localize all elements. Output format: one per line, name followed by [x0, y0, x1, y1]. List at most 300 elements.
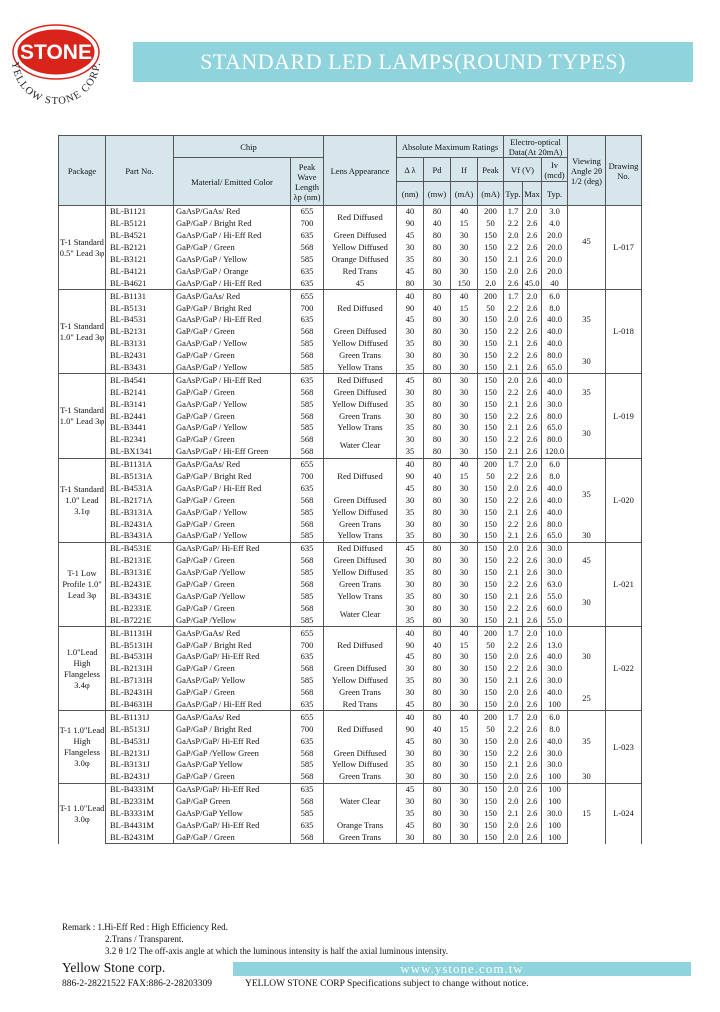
forward-current: 30 [451, 591, 478, 603]
chip-material: GaAsP/GaP/ Hi-Eff Red [174, 651, 291, 663]
vf-typ: 2.0 [504, 699, 523, 711]
part-number: BL-B4331M [106, 783, 174, 795]
vf-typ: 2.0 [504, 687, 523, 699]
part-number: BL-B7221E [106, 614, 174, 626]
lens-appearance: Red Diffused [324, 458, 397, 494]
peak-current: 150 [478, 410, 504, 422]
table-row [59, 687, 642, 699]
forward-current: 30 [451, 675, 478, 687]
delta-lambda: 90 [397, 639, 424, 651]
vf-max: 2.6 [523, 747, 542, 759]
forward-current: 30 [451, 808, 478, 820]
header-chip: Chip [174, 136, 324, 158]
power-dissipation: 80 [424, 567, 451, 579]
package-cell: T-1 1.0"Lead 3.0φ [59, 783, 106, 843]
vf-max: 2.6 [523, 242, 542, 254]
forward-current: 30 [451, 687, 478, 699]
forward-current: 30 [451, 530, 478, 542]
delta-lambda: 45 [397, 314, 424, 326]
table-row [59, 350, 642, 362]
viewing-angle: 35 [568, 290, 606, 350]
part-number: BL-B2431H [106, 687, 174, 699]
table-row [59, 819, 642, 831]
iv-typ: 100 [542, 699, 568, 711]
part-number: BL-B2431 [106, 350, 174, 362]
power-dissipation: 80 [424, 374, 451, 386]
chip-material: GaAsP/GaP / Hi-Eff Red [174, 230, 291, 242]
peak-wavelength: 700 [291, 471, 324, 483]
iv-typ: 30.0 [542, 663, 568, 675]
delta-lambda: 35 [397, 338, 424, 350]
power-dissipation: 40 [424, 639, 451, 651]
vf-max: 2.6 [523, 374, 542, 386]
peak-current: 150 [478, 254, 504, 266]
vf-typ: 2.1 [504, 506, 523, 518]
iv-typ: 65.0 [542, 362, 568, 374]
vf-typ: 1.7 [504, 290, 523, 302]
power-dissipation: 80 [424, 362, 451, 374]
power-dissipation: 80 [424, 290, 451, 302]
forward-current: 40 [451, 206, 478, 218]
forward-current: 30 [451, 651, 478, 663]
part-number: BL-B3431A [106, 530, 174, 542]
chip-material: GaAsP/GaP / Hi-Eff Red [174, 277, 291, 289]
viewing-angle: 35 [568, 711, 606, 771]
forward-current: 30 [451, 796, 478, 808]
peak-wavelength: 700 [291, 723, 324, 735]
chip-material: GaAsP/GaP / Yellow [174, 530, 291, 542]
peak-current: 150 [478, 530, 504, 542]
iv-typ: 13.0 [542, 639, 568, 651]
part-number: BL-B2431E [106, 579, 174, 591]
lens-appearance: Green Diffused [324, 747, 397, 759]
iv-typ: 80.0 [542, 410, 568, 422]
header-typ: Typ. [542, 182, 568, 206]
header-max: Max [523, 182, 542, 206]
peak-current: 200 [478, 627, 504, 639]
lens-appearance: Red Trans [324, 699, 397, 711]
peak-current: 150 [478, 771, 504, 783]
peak-wavelength: 585 [291, 530, 324, 542]
part-number: BL-B2431J [106, 771, 174, 783]
peak-wavelength: 568 [291, 386, 324, 398]
forward-current: 30 [451, 374, 478, 386]
part-number: BL-B5131J [106, 723, 174, 735]
peak-current: 150 [478, 735, 504, 747]
vf-max: 2.6 [523, 338, 542, 350]
viewing-angle: 35 [568, 458, 606, 530]
company-logo [4, 14, 108, 112]
vf-typ: 2.1 [504, 567, 523, 579]
iv-typ: 65.0 [542, 530, 568, 542]
drawing-number: L-020 [606, 458, 642, 542]
disclaimer: YELLOW STONE CORP Specifications subject to change without notice. [245, 979, 529, 989]
vf-max: 2.6 [523, 362, 542, 374]
svg-text:STONE: STONE [20, 41, 92, 64]
iv-typ: 40.0 [542, 386, 568, 398]
vf-max: 2.6 [523, 254, 542, 266]
power-dissipation: 80 [397, 277, 424, 289]
vf-typ: 2.1 [504, 362, 523, 374]
viewing-angle: 40 [542, 277, 568, 289]
forward-current: 30 [451, 494, 478, 506]
peak-current: 150 [478, 831, 504, 843]
lens-appearance: Orange Trans [324, 819, 397, 831]
table-row [59, 663, 642, 675]
part-number: BL-B3121 [106, 254, 174, 266]
part-number: BL-B4431M [106, 819, 174, 831]
header-electro-optical: Electro-optical Data(At 20mA) [504, 136, 568, 158]
part-number: BL-B4631H [106, 699, 174, 711]
chip-material: GaP/GaP / Green [174, 386, 291, 398]
part-number: BL-B3131 [106, 338, 174, 350]
lens-appearance: Green Diffused [324, 230, 397, 242]
part-number: BL-B2131J [106, 747, 174, 759]
peak-current: 200 [478, 206, 504, 218]
power-dissipation: 80 [424, 434, 451, 446]
power-dissipation: 80 [424, 579, 451, 591]
vf-max: 2.0 [523, 711, 542, 723]
forward-current: 30 [451, 759, 478, 771]
vf-max: 2.6 [523, 591, 542, 603]
delta-lambda: 45 [397, 542, 424, 554]
viewing-angle: 45 [568, 206, 606, 278]
header-viewing-angle: Viewing Angle 2θ 1/2 (deg) [568, 136, 606, 206]
power-dissipation: 80 [424, 602, 451, 614]
vf-max: 2.6 [523, 218, 542, 230]
forward-current: 30 [451, 555, 478, 567]
lens-appearance: Green Trans [324, 350, 397, 362]
chip-material: GaAsP/GaP /Yellow [174, 591, 291, 603]
table-row [59, 602, 642, 614]
peak-wavelength: 585 [291, 362, 324, 374]
chip-material: GaP/GaP / Green [174, 687, 291, 699]
peak-wavelength: 635 [291, 735, 324, 747]
delta-lambda: 30 [397, 386, 424, 398]
vf-max: 2.0 [523, 206, 542, 218]
viewing-angle: 30 [568, 410, 606, 458]
delta-lambda: 30 [397, 242, 424, 254]
forward-current: 30 [451, 602, 478, 614]
chip-material: GaP/GaP / Bright Red [174, 218, 291, 230]
viewing-angle: 25 [568, 687, 606, 711]
part-number: BL-B3331M [106, 808, 174, 820]
header-delta: Δ λ [397, 158, 424, 182]
drawing-number: L-022 [606, 627, 642, 711]
lens-appearance: Yellow Trans [324, 362, 397, 374]
part-number: BL-B3131J [106, 759, 174, 771]
table-row [59, 567, 642, 579]
chip-material: GaP/GaP / Bright Red [174, 723, 291, 735]
forward-current: 15 [451, 302, 478, 314]
vf-typ: 1.7 [504, 711, 523, 723]
delta-lambda: 30 [397, 831, 424, 843]
vf-typ: 2.2 [504, 471, 523, 483]
part-number: BL-B5121 [106, 218, 174, 230]
part-number: BL-B5131A [106, 471, 174, 483]
chip-material: GaP/GaP / Green [174, 831, 291, 843]
part-number: BL-B4531H [106, 651, 174, 663]
iv-typ: 40.0 [542, 687, 568, 699]
iv-typ: 80.0 [542, 434, 568, 446]
vf-max: 2.6 [523, 542, 542, 554]
peak-wavelength: 700 [291, 218, 324, 230]
iv-typ: 80.0 [542, 518, 568, 530]
lens-appearance: Red Diffused [324, 206, 397, 230]
vf-typ: 2.2 [504, 350, 523, 362]
chip-material: GaP/GaP / Green [174, 602, 291, 614]
power-dissipation: 80 [424, 687, 451, 699]
vf-max: 2.6 [523, 796, 542, 808]
peak-wavelength: 585 [291, 567, 324, 579]
forward-current: 30 [451, 579, 478, 591]
viewing-angle: 30 [568, 627, 606, 687]
delta-lambda: 35 [397, 254, 424, 266]
vf-typ: 2.2 [504, 218, 523, 230]
part-number: BL-B1131 [106, 290, 174, 302]
delta-lambda: 35 [397, 591, 424, 603]
table-row [59, 747, 642, 759]
chip-material: GaP/GaP / Green [174, 410, 291, 422]
iv-typ: 40.0 [542, 482, 568, 494]
lens-appearance: Water Clear [324, 434, 397, 458]
forward-current: 30 [451, 386, 478, 398]
page-title: STANDARD LED LAMPS(ROUND TYPES) [133, 42, 693, 82]
vf-max: 2.6 [523, 314, 542, 326]
power-dissipation: 80 [424, 265, 451, 277]
vf-max: 2.6 [523, 422, 542, 434]
chip-material: GaP/GaP /Yellow Green [174, 747, 291, 759]
power-dissipation: 40 [424, 302, 451, 314]
forward-current: 30 [451, 230, 478, 242]
lens-appearance: Green Diffused [324, 386, 397, 398]
lens-appearance: Red Diffused [324, 627, 397, 663]
vf-max: 2.6 [523, 230, 542, 242]
lens-appearance: Green Trans [324, 687, 397, 699]
delta-lambda: 30 [397, 796, 424, 808]
forward-current: 30 [451, 265, 478, 277]
lens-appearance: Orange Diffused [324, 254, 397, 266]
power-dissipation: 80 [424, 614, 451, 626]
iv-typ: 45.0 [523, 277, 542, 289]
forward-current: 30 [451, 567, 478, 579]
peak-current: 150 [478, 482, 504, 494]
iv-typ: 8.0 [542, 471, 568, 483]
vf-max: 2.6 [523, 567, 542, 579]
company-name: Yellow Stone corp. [62, 960, 166, 975]
iv-typ: 100 [542, 819, 568, 831]
peak-current: 150 [478, 579, 504, 591]
peak-current: 50 [478, 471, 504, 483]
iv-typ: 30.0 [542, 555, 568, 567]
vf-max: 2.6 [523, 410, 542, 422]
chip-material: GaAsP/GaP/ Hi-Eff Red [174, 735, 291, 747]
power-dissipation: 80 [424, 398, 451, 410]
peak-current: 150 [451, 277, 478, 289]
delta-lambda: 30 [397, 555, 424, 567]
header-peak: Peak [478, 158, 504, 182]
power-dissipation: 80 [424, 783, 451, 795]
vf-typ: 2.2 [504, 579, 523, 591]
chip-material: GaP/GaP / Green [174, 434, 291, 446]
forward-current: 15 [451, 639, 478, 651]
chip-material: GaP/GaP Green [174, 796, 291, 808]
iv-typ: 80.0 [542, 350, 568, 362]
iv-typ: 30.0 [542, 759, 568, 771]
forward-current: 30 [451, 338, 478, 350]
lens-appearance: Yellow Trans [324, 530, 397, 542]
iv-typ: 30.0 [542, 747, 568, 759]
forward-current: 30 [451, 446, 478, 458]
forward-current: 30 [451, 242, 478, 254]
chip-material: GaP/GaP / Green [174, 326, 291, 338]
delta-lambda: 40 [397, 627, 424, 639]
part-number: BL-B4531 [106, 314, 174, 326]
delta-lambda: 35 [397, 675, 424, 687]
part-number: BL-B4121 [106, 265, 174, 277]
iv-typ: 6.0 [542, 290, 568, 302]
header-unit-ma: (mA) [478, 182, 504, 206]
chip-material: GaAsP/GaP / Yellow [174, 338, 291, 350]
power-dissipation: 80 [424, 422, 451, 434]
delta-lambda: 30 [397, 494, 424, 506]
delta-lambda: 45 [397, 783, 424, 795]
chip-material: GaAsP/GaP / Yellow [174, 422, 291, 434]
spec-table [58, 135, 642, 844]
peak-wavelength: 568 [291, 434, 324, 446]
part-number: BL-B4521 [106, 230, 174, 242]
iv-typ: 6.0 [542, 458, 568, 470]
delta-lambda: 35 [397, 398, 424, 410]
vf-typ: 2.1 [504, 446, 523, 458]
peak-wavelength: 585 [291, 398, 324, 410]
peak-wavelength: 585 [291, 591, 324, 603]
header-package: Package [59, 136, 106, 206]
chip-material: GaAsP/GaP / Hi-Eff Red [174, 314, 291, 326]
forward-current: 30 [451, 699, 478, 711]
part-number: BL-B2431A [106, 518, 174, 530]
delta-lambda: 35 [397, 759, 424, 771]
chip-material: GaAsP/GaAs/ Red [174, 627, 291, 639]
peak-current: 200 [478, 290, 504, 302]
power-dissipation: 80 [424, 675, 451, 687]
power-dissipation: 80 [424, 808, 451, 820]
table-row [59, 458, 642, 470]
power-dissipation: 80 [424, 458, 451, 470]
iv-typ: 8.0 [542, 723, 568, 735]
forward-current: 30 [424, 277, 451, 289]
delta-lambda: 35 [397, 446, 424, 458]
lens-appearance: Green Diffused [324, 555, 397, 567]
table-row [59, 410, 642, 422]
peak-wavelength: 568 [291, 831, 324, 843]
vf-typ: 2.0 [504, 482, 523, 494]
vf-max: 2.6 [523, 687, 542, 699]
peak-wavelength: 585 [291, 254, 324, 266]
peak-current: 150 [478, 555, 504, 567]
chip-material: GaP/GaP / Green [174, 350, 291, 362]
delta-lambda: 45 [397, 819, 424, 831]
vf-typ: 2.0 [504, 265, 523, 277]
header-iv: Iv (mcd) [542, 158, 568, 182]
header-vf: Vf (V) [504, 158, 542, 182]
delta-lambda: 40 [397, 290, 424, 302]
chip-material: GaAsP/GaP / Hi-Eff Red [174, 482, 291, 494]
power-dissipation: 80 [424, 759, 451, 771]
website-url[interactable]: www.ystone.com.tw [233, 962, 691, 976]
vf-max: 2.6 [523, 265, 542, 277]
header-unit-nm: (nm) [397, 182, 424, 206]
chip-material: GaAsP/GaAs/ Red [174, 290, 291, 302]
iv-typ: 6.0 [542, 711, 568, 723]
peak-wavelength: 585 [291, 614, 324, 626]
package-cell: T-1 Low Profile 1.0" Lead 3φ [59, 542, 106, 626]
forward-current: 30 [451, 254, 478, 266]
vf-max: 2.6 [523, 783, 542, 795]
peak-current: 150 [478, 747, 504, 759]
forward-current: 40 [451, 711, 478, 723]
vf-max: 2.6 [523, 446, 542, 458]
vf-typ: 2.2 [504, 663, 523, 675]
lens-appearance: Yellow Diffused [324, 242, 397, 254]
vf-typ: 2.2 [504, 639, 523, 651]
chip-material: GaP/GaP / Bright Red [174, 302, 291, 314]
power-dissipation: 80 [424, 663, 451, 675]
table-row [59, 398, 642, 410]
forward-current: 15 [451, 218, 478, 230]
table-row [59, 783, 642, 795]
power-dissipation: 80 [424, 831, 451, 843]
power-dissipation: 80 [424, 699, 451, 711]
part-number: BL-B3141 [106, 398, 174, 410]
peak-current: 150 [478, 651, 504, 663]
chip-material: GaAsP/GaP / Yellow [174, 398, 291, 410]
iv-typ: 120.0 [542, 446, 568, 458]
table-row [59, 265, 642, 277]
peak-current: 150 [478, 567, 504, 579]
vf-typ: 1.7 [504, 206, 523, 218]
iv-typ: 30.0 [542, 808, 568, 820]
vf-max: 2.6 [523, 675, 542, 687]
power-dissipation: 80 [424, 711, 451, 723]
power-dissipation: 80 [424, 206, 451, 218]
peak-current: 150 [478, 265, 504, 277]
power-dissipation: 80 [424, 230, 451, 242]
peak-current: 150 [478, 362, 504, 374]
vf-typ: 2.1 [504, 530, 523, 542]
part-number: BL-B4541 [106, 374, 174, 386]
iv-typ: 40.0 [542, 374, 568, 386]
part-number: BL-B2341 [106, 434, 174, 446]
forward-current: 40 [451, 290, 478, 302]
table-row [59, 434, 642, 446]
vf-max: 2.0 [523, 458, 542, 470]
vf-typ: 2.1 [504, 808, 523, 820]
chip-material: GaP/GaP / Green [174, 494, 291, 506]
vf-max: 2.6 [523, 518, 542, 530]
table-row [59, 627, 642, 639]
lens-appearance: Yellow Diffused [324, 338, 397, 350]
forward-current: 30 [451, 518, 478, 530]
vf-typ: 2.2 [504, 434, 523, 446]
vf-typ: 2.2 [504, 518, 523, 530]
power-dissipation: 80 [424, 482, 451, 494]
forward-current: 30 [451, 434, 478, 446]
peak-wavelength: 635 [291, 265, 324, 277]
peak-current: 150 [478, 350, 504, 362]
delta-lambda: 30 [397, 747, 424, 759]
delta-lambda: 35 [397, 530, 424, 542]
